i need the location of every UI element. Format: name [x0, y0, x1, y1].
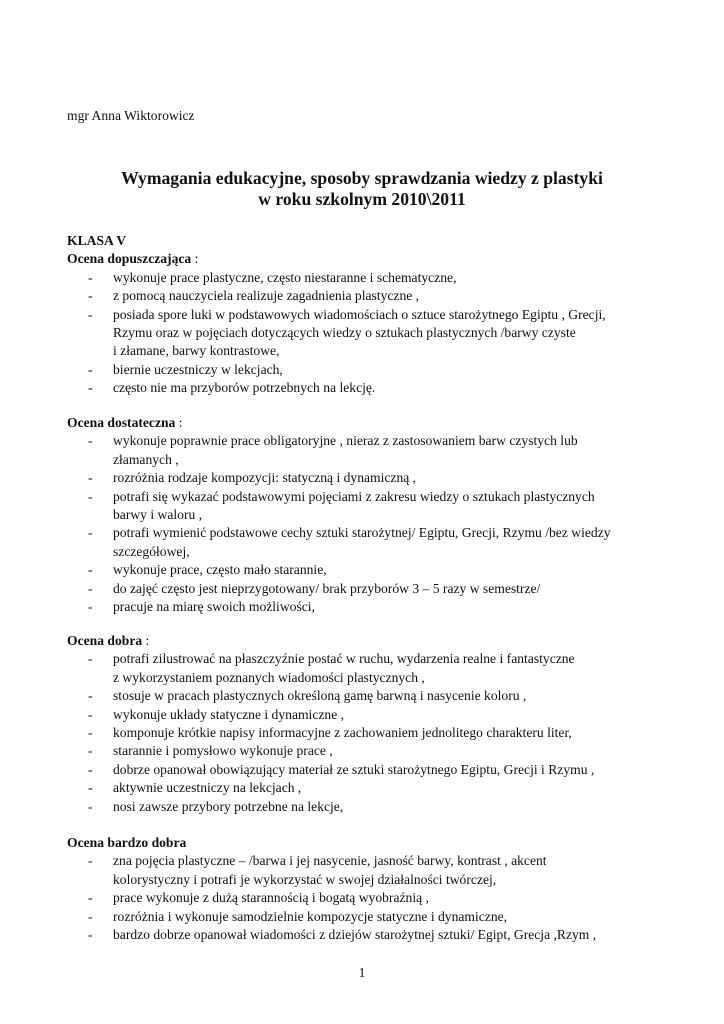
requirements-list: [67, 269, 667, 398]
list-item: - często nie ma przyborów potrzebnych na lekcję.: [88, 380, 376, 396]
grade-suffix: :: [191, 251, 199, 267]
list-item: - rozróżnia i wykonuje samodzielnie kompozycje statyczne i dynamiczne,: [88, 908, 508, 924]
list-item: - nosi zawsze przybory potrzebne na lekcje,: [88, 798, 344, 814]
list-item: - starannie i pomysłowo wykonuje prace ,: [88, 743, 333, 759]
list-item: - wykonuje prace plastyczne, często niestaranne i schematyczne,: [88, 269, 457, 285]
section-bardzo-dobra: [67, 834, 667, 944]
section-dostateczna: [67, 414, 667, 616]
section-heading: [67, 250, 667, 268]
requirements-list: [67, 432, 667, 616]
list-item: - prace wykonuje z dużą starannością i bogatą wyobraźnią ,: [88, 890, 429, 906]
section-dopuszczajaca: [67, 232, 667, 398]
grade-suffix: :: [175, 415, 183, 430]
list-item: - wykonuje poprawnie prace obligatoryjne , nieraz z zastosowaniem barw czystych lub złamanych ,: [88, 433, 578, 467]
grade-suffix: :: [142, 633, 150, 648]
list-item: - pracuje na miarę swoich możliwości,: [88, 599, 315, 615]
grade-label: Ocena bardzo dobra: [67, 835, 187, 850]
title-line-1: Wymagania edukacyjne, sposoby sprawdzania wiedzy z plastyki: [121, 168, 603, 188]
list-item: - rozróżnia rodzaje kompozycji: statyczną i dynamiczną ,: [88, 470, 417, 486]
grade-label: Ocena dopuszczająca: [67, 251, 192, 267]
list-item: - z pomocą nauczyciela realizuje zagadnienia plastyczne ,: [88, 288, 420, 304]
requirements-list: [67, 852, 667, 944]
page-number: 1: [358, 965, 366, 980]
list-item: - aktywnie uczestniczy na lekcjach ,: [88, 780, 302, 796]
list-item: - zna pojęcia plastyczne – /barwa i jej nasycenie, jasność barwy, kontrast , akcent kolorystyczny i potrafi je wykorzystać w swojej działalności twórczej,: [88, 853, 547, 887]
list-item: - potrafi się wykazać podstawowymi pojęciami z zakresu wiedzy o sztukach plastycznych barwy i waloru ,: [88, 488, 595, 523]
grade-label: Ocena dobra: [67, 633, 143, 648]
list-item: - komponuje krótkie napisy informacyjne z zachowaniem jednolitego charakteru liter,: [88, 725, 572, 741]
document-title: [0, 168, 724, 210]
section-dobra: [67, 632, 667, 816]
list-item: - dobrze opanował obowiązujący materiał ze sztuki starożytnego Egiptu, Grecji i Rzymu ,: [88, 761, 595, 777]
list-item: - wykonuje układy statyczne i dynamiczne ,: [88, 706, 345, 722]
list-item: - do zajęć często jest nieprzygotowany/ brak przyborów 3 – 5 razy w semestrze/: [88, 580, 541, 596]
requirements-list: [67, 650, 667, 816]
section-heading: [67, 632, 667, 650]
list-item: - potrafi wymienić podstawowe cechy sztuki starożytnej/ Egiptu, Grecji, Rzymu /bez wiedzy szczegółowej,: [88, 525, 611, 559]
list-item: - biernie uczestniczy w lekcjach,: [88, 361, 283, 377]
list-item: - stosuje w pracach plastycznych określoną gamę barwną i nasycenie koloru ,: [88, 688, 527, 704]
list-item: - wykonuje prace, często mało starannie,: [88, 562, 327, 578]
list-item: - posiada spore luki w podstawowych wiadomościach o sztuce starożytnego Egiptu , Grecji, Rzymu oraz w pojęciach dotyczących wiedzy o sztukach plastycznych /barwy czyste i złamane, barwy kontrastowe,: [88, 306, 606, 359]
title-line-2: w roku szkolnym 2010\2011: [258, 189, 466, 209]
list-item: - potrafi zilustrować na płaszczyźnie postać w ruchu, wydarzenia realne i fantastyczne z wykorzystaniem poznanych wiadomości plastycznych ,: [88, 651, 575, 685]
grade-label: Ocena dostateczna: [67, 415, 176, 430]
class-label: KLASA V: [67, 233, 127, 248]
list-item: - bardzo dobrze opanował wiadomości z dziejów starożytnej sztuki/ Egipt, Grecja ,Rzym ,: [88, 927, 597, 943]
section-heading: [67, 834, 667, 852]
section-heading: [67, 414, 667, 432]
author-name: mgr Anna Wiktorowicz: [67, 108, 195, 123]
